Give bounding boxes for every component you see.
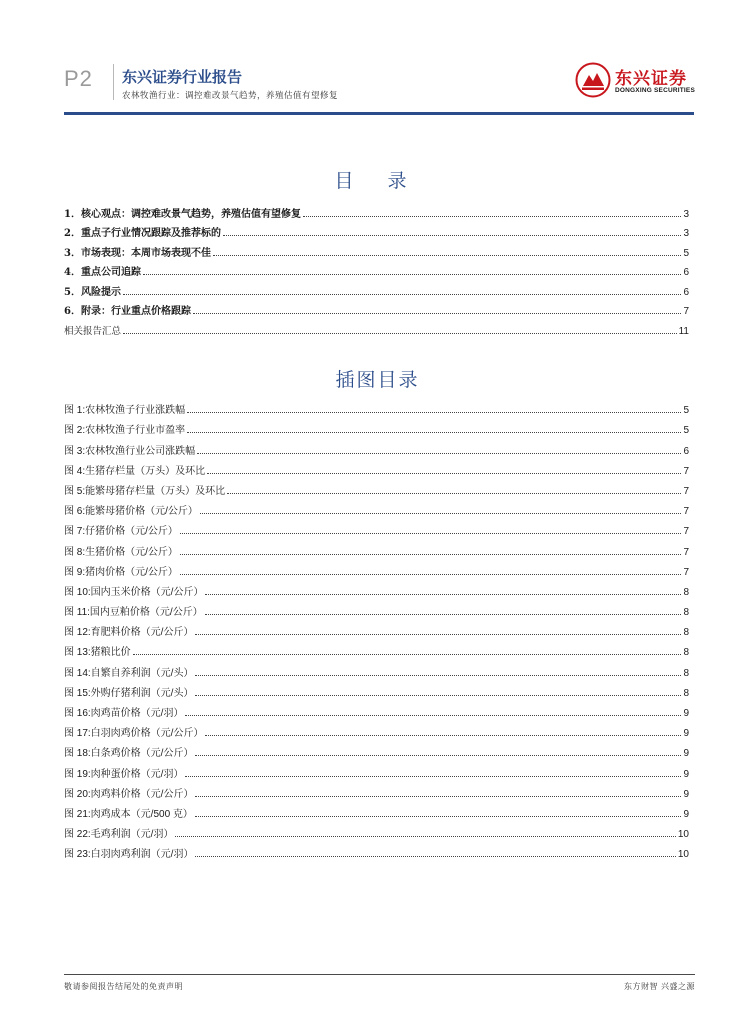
toc-list [64, 200, 689, 337]
figure-entry[interactable] [64, 457, 689, 477]
toc-entry-label: 6．附录：行业重点价格跟踪 [64, 306, 191, 317]
figure-entry-label: 图 3:农林牧渔行业公司涨跌幅 [64, 445, 196, 457]
figure-entry-page: 7 [683, 546, 689, 558]
figure-entry-label: 图 2:农林牧渔子行业市盈率 [64, 425, 186, 437]
toc-entry[interactable] [64, 259, 689, 279]
toc-entry[interactable] [64, 239, 689, 259]
figure-entry-label: 图 13:猪粮比价 [64, 647, 131, 659]
leader-dots [195, 634, 681, 635]
toc-title: 目 录 [334, 170, 421, 192]
figure-entry-page: 8 [683, 627, 689, 639]
toc-entry[interactable] [64, 317, 689, 337]
figures-list [64, 396, 689, 860]
toc-entry-page: 5 [683, 247, 689, 259]
figures-title: 插图目录 [335, 369, 420, 391]
page-header [0, 0, 755, 120]
toc-entry-label: 1．核心观点：调控难改景气趋势，养殖估值有望修复 [64, 208, 301, 220]
figure-entry[interactable] [64, 840, 689, 860]
logo-mark-icon [575, 62, 611, 98]
leader-dots [205, 614, 682, 615]
toc-entry[interactable] [64, 298, 689, 318]
leader-dots [195, 695, 681, 696]
figure-entry-page: 9 [683, 788, 689, 800]
figure-entry[interactable] [64, 800, 689, 820]
leader-dots [195, 816, 682, 817]
figure-entry[interactable] [64, 537, 689, 557]
leader-dots [207, 473, 681, 474]
figure-entry-label: 图 8:生猪价格（元/公斤） [64, 546, 178, 558]
figure-entry-page: 7 [683, 566, 689, 578]
figure-entry-label: 图 15:外购仔猪利润（元/头） [64, 687, 194, 699]
toc-entry[interactable] [64, 200, 689, 220]
figure-entry-page: 7 [683, 465, 689, 477]
figure-entry-page: 9 [683, 708, 689, 719]
company-logo [575, 62, 695, 100]
figure-entry[interactable] [64, 759, 689, 779]
figure-entry-label: 图 11:国内豆粕价格（元/公斤） [64, 607, 203, 619]
figure-entry[interactable] [64, 638, 689, 658]
toc-entry-page: 3 [683, 208, 689, 220]
leader-dots [193, 313, 681, 314]
leader-dots [133, 654, 682, 655]
toc-entry-label: 5．风险提示 [64, 286, 121, 298]
figure-entry-label: 图 5:能繁母猪存栏量（万头）及环比 [64, 485, 226, 497]
figure-entry-label: 图 23:白羽肉鸡利润（元/羽） [64, 849, 194, 861]
figure-entry[interactable] [64, 598, 689, 618]
figure-entry-label: 图 20:肉鸡料价格（元/公斤） [64, 788, 194, 800]
logo-text-cn: 东兴证券 [615, 69, 687, 89]
leader-dots [195, 755, 681, 756]
leader-dots [123, 294, 681, 295]
leader-dots [205, 735, 681, 736]
figure-entry-page: 8 [683, 607, 689, 619]
figure-entry-label: 图 16:肉鸡苗价格（元/羽） [64, 708, 184, 719]
figure-entry[interactable] [64, 658, 689, 678]
report-subtitle: 农林牧渔行业：调控难改景气趋势，养殖估值有望修复 [122, 91, 339, 101]
figure-entry-label: 图 10:国内玉米价格（元/公斤） [64, 586, 204, 598]
figure-entry[interactable] [64, 477, 689, 497]
leader-dots [223, 235, 681, 236]
figure-entry[interactable] [64, 679, 689, 699]
toc-entry-label: 4．重点公司追踪 [64, 267, 141, 278]
leader-dots [185, 776, 681, 777]
footer-rule [64, 974, 695, 975]
toc-entry[interactable] [64, 220, 689, 240]
leader-dots [180, 533, 682, 534]
figure-entry[interactable] [64, 416, 689, 436]
leader-dots [180, 574, 682, 575]
toc-entry-page: 6 [683, 267, 689, 278]
page-number: P2 [64, 66, 93, 91]
figure-entry-page: 10 [677, 829, 689, 841]
figure-entry-label: 图 21:肉鸡成本（元/500 克） [64, 808, 193, 820]
toc-entry-page: 7 [683, 306, 689, 317]
figure-entry-label: 图 6:能繁母猪价格（元/公斤） [64, 506, 198, 518]
figure-entry[interactable] [64, 820, 689, 840]
figure-entry[interactable] [64, 578, 689, 598]
toc-entry-page: 3 [683, 228, 689, 239]
leader-dots [187, 412, 681, 413]
figure-entry[interactable] [64, 558, 689, 578]
toc-entry[interactable] [64, 278, 689, 298]
figure-entry-page: 8 [683, 647, 689, 659]
footer-disclaimer: 敬请参阅报告结尾处的免责声明 [64, 982, 183, 991]
figure-entry-label: 图 14:自繁自养利润（元/头） [64, 667, 194, 679]
figure-entry-page: 8 [683, 586, 689, 598]
figure-entry-page: 6 [683, 445, 689, 457]
header-divider [113, 64, 114, 100]
leader-dots [303, 216, 681, 217]
figure-entry-page: 9 [683, 768, 689, 780]
logo-text-en: DONGXING SECURITIES [615, 87, 696, 94]
leader-dots [195, 796, 681, 797]
figure-entry-label: 图 22:毛鸡利润（元/羽） [64, 829, 174, 841]
figure-entry[interactable] [64, 719, 689, 739]
figure-entry[interactable] [64, 780, 689, 800]
leader-dots [143, 274, 681, 275]
report-title: 东兴证券行业报告 [122, 68, 243, 86]
figure-entry-label: 图 4:生猪存栏量（万头）及环比 [64, 465, 206, 477]
toc-entry-page: 6 [683, 286, 689, 298]
figure-entry[interactable] [64, 739, 689, 759]
figure-entry-page: 5 [683, 405, 689, 417]
figure-entry[interactable] [64, 396, 689, 416]
figure-entry-label: 图 12:育肥料价格（元/公斤） [64, 627, 194, 639]
leader-dots [205, 594, 681, 595]
figure-entry-page: 9 [683, 748, 689, 760]
figure-entry-page: 8 [683, 667, 689, 679]
figure-entry[interactable] [64, 436, 689, 456]
toc-entry-label: 相关报告汇总 [64, 325, 122, 337]
figure-entry-page: 8 [683, 687, 689, 699]
toc-entry-page: 11 [678, 325, 689, 337]
figure-entry-page: 9 [683, 728, 689, 740]
figure-entry-label: 图 9:猪肉价格（元/公斤） [64, 566, 178, 578]
figure-entry-label: 图 19:肉种蛋价格（元/羽） [64, 768, 184, 780]
toc-entry-label: 2．重点子行业情况跟踪及推荐标的 [64, 228, 221, 239]
leader-dots [175, 836, 675, 837]
figure-entry-page: 7 [683, 526, 689, 538]
figure-entry-page: 10 [677, 849, 689, 861]
header-rule [64, 112, 694, 115]
figure-entry-page: 5 [683, 425, 689, 437]
toc-entry-label: 3．市场表现：本周市场表现不佳 [64, 247, 211, 259]
leader-dots [187, 432, 681, 433]
figure-entry-label: 图 17:白羽肉鸡价格（元/公斤） [64, 728, 204, 740]
figure-entry[interactable] [64, 517, 689, 537]
figure-entry[interactable] [64, 618, 689, 638]
figure-entry-label: 图 1:农林牧渔子行业涨跌幅 [64, 405, 186, 417]
leader-dots [180, 554, 682, 555]
leader-dots [195, 856, 675, 857]
figure-entry-page: 9 [683, 808, 689, 820]
leader-dots [123, 333, 677, 334]
figure-entry-page: 7 [683, 506, 689, 518]
footer-slogan: 东方财智 兴盛之源 [623, 982, 695, 991]
leader-dots [185, 715, 681, 716]
figure-entry[interactable] [64, 497, 689, 517]
figure-entry-page: 7 [683, 485, 689, 497]
leader-dots [200, 513, 682, 514]
figure-entry-label: 图 18:白条鸡价格（元/公斤） [64, 748, 194, 760]
leader-dots [213, 255, 681, 256]
figure-entry-label: 图 7:仔猪价格（元/公斤） [64, 526, 178, 538]
leader-dots [195, 675, 681, 676]
leader-dots [197, 453, 681, 454]
leader-dots [227, 493, 681, 494]
figure-entry[interactable] [64, 699, 689, 719]
